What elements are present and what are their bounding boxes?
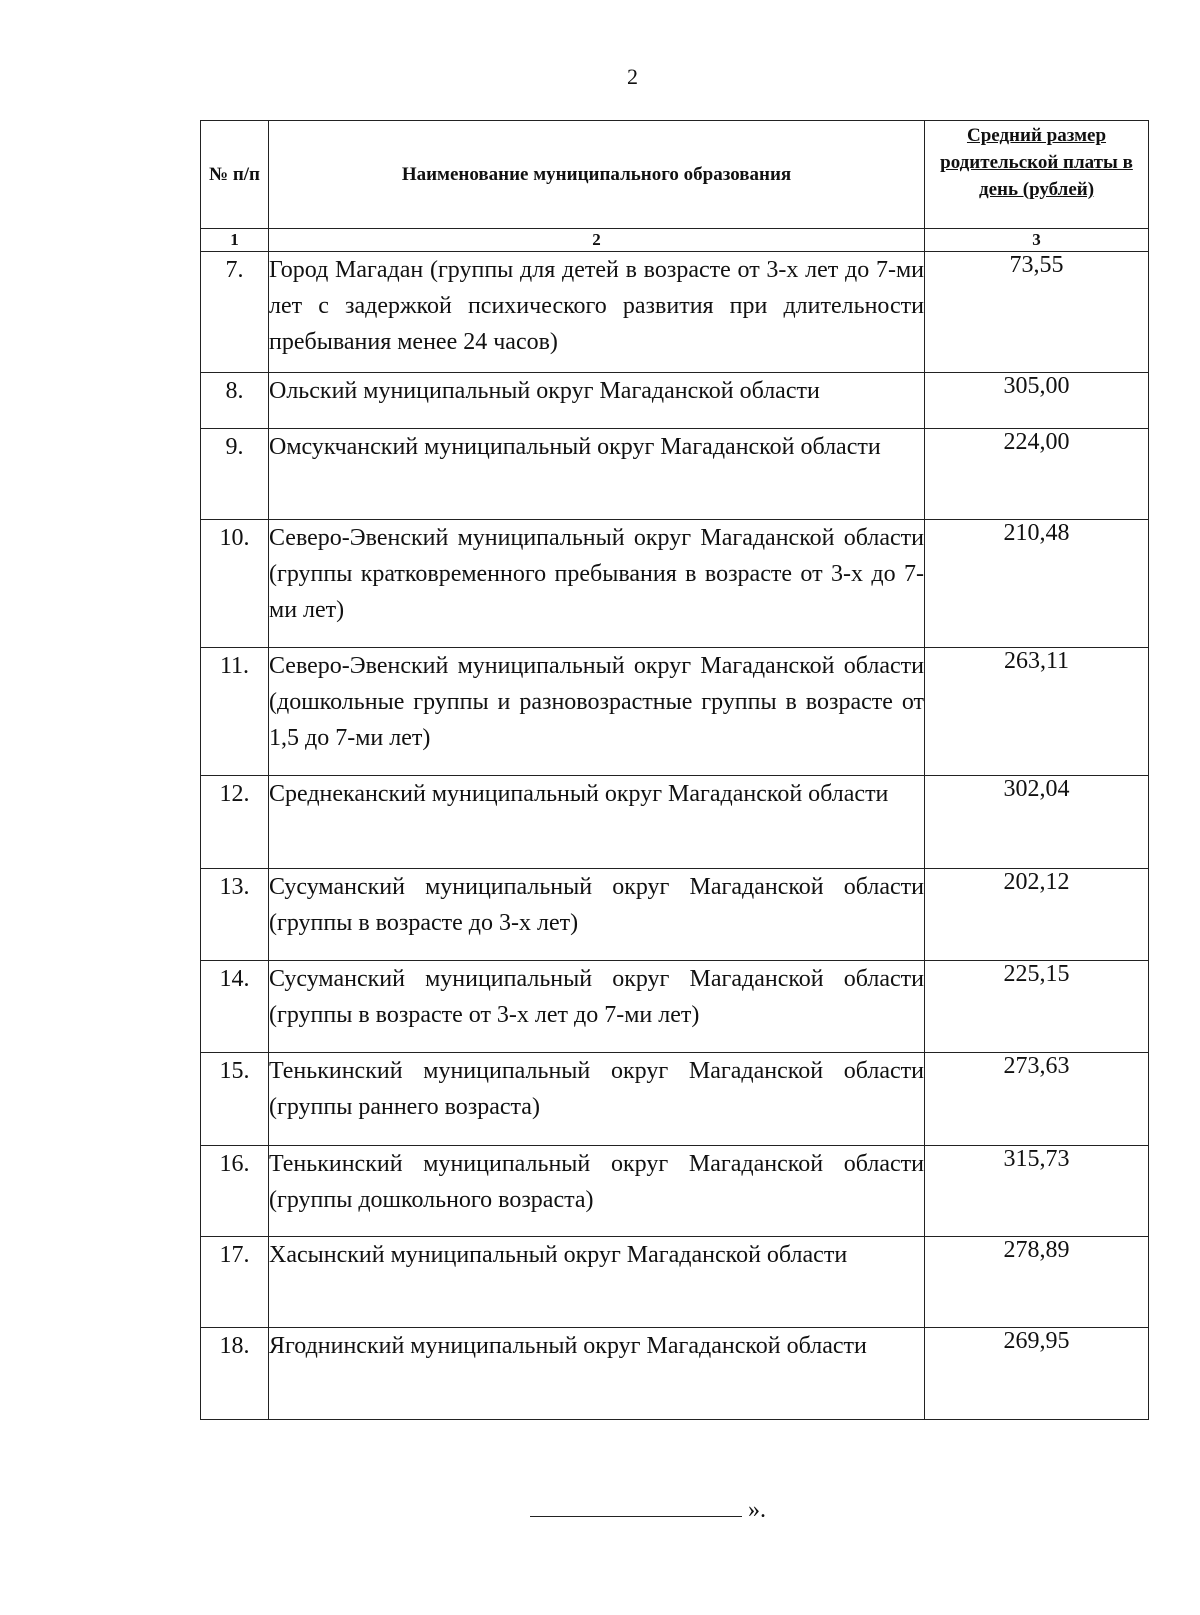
header-municipality-label: Наименование муниципального образования: [401, 164, 792, 185]
row-number: 10.: [201, 520, 269, 648]
page-number: 2: [627, 64, 638, 89]
column-numbers-row: [201, 229, 1149, 252]
table-row: [201, 373, 1149, 429]
fee-value: 302,04: [925, 776, 1149, 869]
fee-value: 269,95: [925, 1328, 1149, 1420]
fee-value: 273,63: [925, 1053, 1149, 1146]
row-number: 16.: [201, 1146, 269, 1237]
fee-value: 73,55: [925, 252, 1149, 373]
table-row: [201, 252, 1149, 373]
row-number: 18.: [201, 1328, 269, 1420]
row-number: 7.: [201, 252, 269, 373]
municipality-name: Хасынский муниципальный округ Магаданской области: [269, 1237, 925, 1328]
table-row: [201, 1146, 1149, 1237]
municipality-name: Омсукчанский муниципальный округ Магаданской области: [269, 429, 925, 520]
municipality-name: Сусуманский муниципальный округ Магаданской области (группы в возрасте до 3-х лет): [269, 869, 925, 961]
closing-quote: ».: [748, 1497, 766, 1523]
row-number: 9.: [201, 429, 269, 520]
row-number: 14.: [201, 961, 269, 1053]
municipality-name: Ольский муниципальный округ Магаданской области: [269, 373, 925, 429]
fee-value: 202,12: [925, 869, 1149, 961]
column-number: 1: [201, 229, 269, 252]
municipality-name: Тенькинский муниципальный округ Магаданской области (группы дошкольного возраста): [269, 1146, 925, 1237]
row-number: 13.: [201, 869, 269, 961]
fee-value: 305,00: [925, 373, 1149, 429]
column-number: 3: [925, 229, 1149, 252]
table-row: [201, 776, 1149, 869]
fee-value: 278,89: [925, 1237, 1149, 1328]
closing-rule: [530, 1494, 742, 1517]
table-row: [201, 648, 1149, 776]
municipality-name: Ягоднинский муниципальный округ Магаданской области: [269, 1328, 925, 1420]
fee-value: 263,11: [925, 648, 1149, 776]
table-row: [201, 429, 1149, 520]
table-row: [201, 1328, 1149, 1420]
row-number: 11.: [201, 648, 269, 776]
municipality-name: Тенькинский муниципальный округ Магаданской области (группы раннего возраста): [269, 1053, 925, 1146]
column-number: 2: [269, 229, 925, 252]
fee-table: [200, 120, 1149, 1420]
row-number: 12.: [201, 776, 269, 869]
municipality-name: Среднеканский муниципальный округ Магаданской области: [269, 776, 925, 869]
fee-value: 225,15: [925, 961, 1149, 1053]
fee-value: 224,00: [925, 429, 1149, 520]
table-row: [201, 520, 1149, 648]
table-row: [201, 1237, 1149, 1328]
municipality-name: Северо-Эвенский муниципальный округ Магаданской области (группы кратковременного пребывания в возрасте от 3-х до 7-ми лет): [269, 520, 925, 648]
table-row: [201, 869, 1149, 961]
row-number: 17.: [201, 1237, 269, 1328]
table-header: [201, 121, 1149, 229]
fee-value: 210,48: [925, 520, 1149, 648]
row-number: 8.: [201, 373, 269, 429]
header-average-fee-label: Средний размер родительской платы в день (рублей): [940, 125, 1133, 200]
header-row-number: [201, 121, 269, 229]
fee-value: 315,73: [925, 1146, 1149, 1237]
table-row: [201, 961, 1149, 1053]
municipality-name: Северо-Эвенский муниципальный округ Магаданской области (дошкольные группы и разновозрастные группы в возрасте от 1,5 до 7-ми лет): [269, 648, 925, 776]
municipality-name: Сусуманский муниципальный округ Магаданской области (группы в возрасте от 3-х лет до 7-ми лет): [269, 961, 925, 1053]
header-average-fee: [925, 121, 1149, 229]
row-number: 15.: [201, 1053, 269, 1146]
header-row-number-label: № п/п: [208, 164, 261, 185]
header-municipality: [269, 121, 925, 229]
municipality-name: Город Магадан (группы для детей в возрасте от 3-х лет до 7-ми лет с задержкой психического развития при длительности пребывания менее 24 часов): [269, 252, 925, 373]
table-row: [201, 1053, 1149, 1146]
closing-line: [530, 1494, 775, 1524]
